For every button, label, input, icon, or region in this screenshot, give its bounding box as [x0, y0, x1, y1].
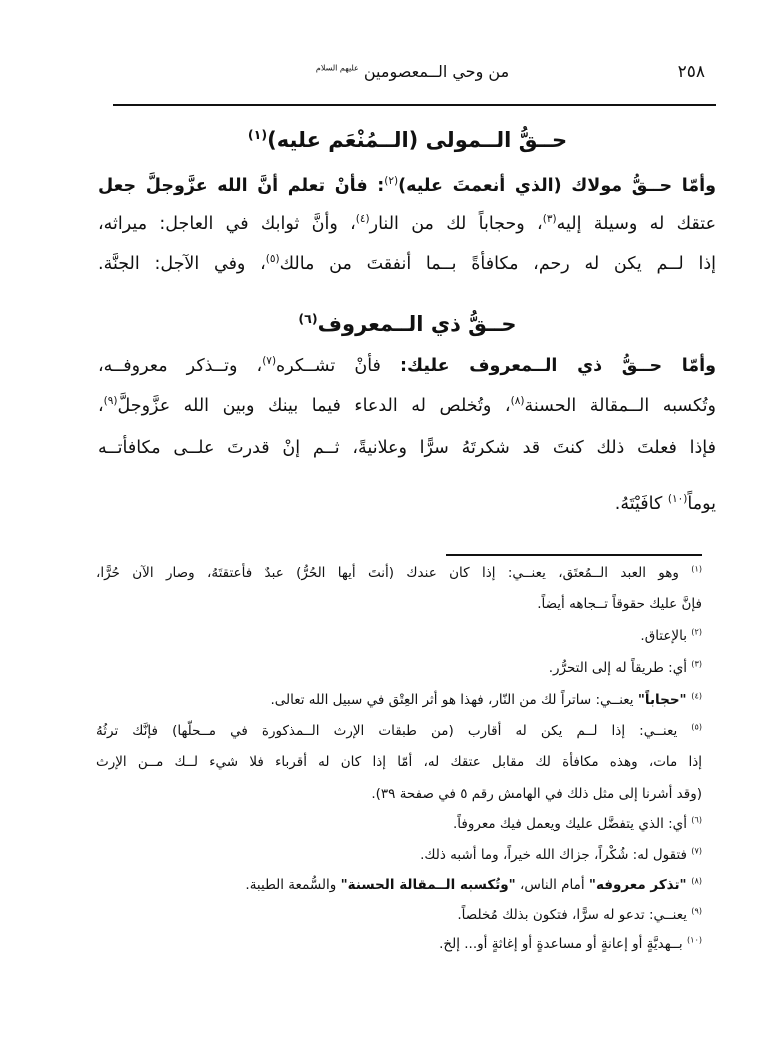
text-segment: فتقول له: شُكْراً، جزاك الله خيراً، وما أشبه ذلك. — [420, 847, 692, 863]
page-number: ٢٥٨ — [677, 62, 705, 82]
note-marker: (٩) — [691, 905, 702, 916]
footnote-line — [96, 847, 702, 863]
footnote-line — [96, 660, 702, 676]
body-line — [98, 176, 716, 196]
bold-text: "وتُكسبه الــمقالة الحسنة" — [340, 877, 516, 893]
bold-text: : فأنْ تعلم أنَّ الله عزَّوجلَّ جعل — [98, 176, 385, 196]
note-marker: (٣) — [542, 213, 557, 226]
text-segment: يوماً — [687, 494, 716, 514]
footnote-line — [96, 877, 702, 893]
heading-text: حــقُّ ذي الــمعروف — [317, 312, 517, 336]
text-segment: فإذا فعلتَ ذلك كنتَ قد شكرتَهُ سرًّا وعلانيةً، ثــم إنْ قدرتَ علــى مكافأتــه — [98, 438, 716, 458]
section-heading — [100, 128, 715, 152]
header-rule — [113, 104, 716, 106]
footnote-line — [96, 628, 702, 644]
text-segment: أي: الذي يتفضَّل عليك ويعمل فيك معروفاً. — [453, 816, 692, 832]
text-segment: ، — [98, 396, 104, 416]
bold-text: "تذكر معروفه" — [588, 877, 692, 893]
text-segment: ، وحجاباً لك من النار — [369, 214, 543, 234]
text-segment: (وقد أشرنا إلى مثل ذلك في الهامش رقم ٥ في صفحة ٣٩). — [371, 786, 702, 802]
note-marker: (٧) — [262, 355, 277, 368]
footnote-line — [96, 596, 702, 612]
text-segment: وهو العبد الــمُعتَق، يعنــي: إذا كان عندك (أنتَ أيها الحُرُّ) عبدٌ فأعتقتَهُ، وصار الآن حُرًّا، — [96, 565, 692, 581]
footnote-line — [96, 786, 702, 802]
footnote-line — [96, 692, 702, 708]
note-marker: (١) — [691, 563, 702, 574]
note-marker: (٢) — [691, 626, 702, 637]
text-segment: يعنــي: ساتراً لك من النّار، فهذا هو أثر العِتْق في سبيل الله تعالى. — [270, 692, 638, 708]
running-header — [110, 60, 715, 90]
running-title-text: من وحي الــمعصومين — [363, 62, 510, 81]
note-marker: (٧) — [691, 845, 702, 856]
footnote-separator — [446, 554, 702, 556]
text-segment: يعنــي: تدعو له سرًّا، فتكون بذلك مُخلصاً. — [457, 907, 692, 923]
text-segment: ، وأنَّ ثوابك في العاجل: ميراثه، — [98, 214, 356, 234]
footnote-line — [96, 723, 702, 739]
footnote-line — [96, 936, 702, 952]
body-line — [98, 438, 716, 458]
section-heading — [100, 312, 715, 336]
footnote-line — [96, 907, 702, 923]
text-segment: أي: طريقاً له إلى التحرُّر. — [548, 660, 692, 676]
note-marker: (٥) — [691, 721, 702, 732]
text-segment: والسُّمعة الطيبة. — [245, 877, 341, 893]
text-segment: ، وتُخلص له الدعاء فيما بينك وبين الله عزَّوجلَّ — [117, 396, 511, 416]
bold-text: وأمّا حــقُّ ذي الــمعروف عليك: — [400, 356, 716, 376]
note-marker: (١) — [247, 127, 268, 142]
bold-text: وأمّا حــقُّ مولاك (الذي أنعمتَ عليه) — [398, 176, 716, 196]
note-marker: (٨) — [510, 395, 525, 408]
note-marker: (٦) — [298, 311, 318, 326]
honorific-symbol: عليهم السلام — [315, 63, 359, 73]
note-marker: (٦) — [691, 814, 702, 825]
footnote-line — [96, 565, 702, 581]
note-marker: (١٠) — [667, 493, 688, 506]
footnote-line — [96, 816, 702, 832]
text-segment: ، وتــذكر معروفــه، — [98, 356, 263, 376]
text-segment: يعنــي: إذا لــم يكن له أقارب (من طبقات الإرث الــمذكورة في مــحلّها) فإنَّك ترثُهُ — [96, 723, 692, 739]
text-segment: ، وفي الآجل: الجنَّة. — [98, 254, 266, 274]
body-line — [98, 396, 716, 416]
note-marker: (٤) — [355, 213, 370, 226]
body-line — [98, 214, 716, 234]
text-segment: بــهديَّةٍ أو إعانةٍ أو مساعدةٍ أو إغاثةٍ أو... إلخ. — [439, 936, 687, 952]
text-segment: بالإعتاق. — [640, 628, 692, 644]
text-segment: إذا لــم يكن له رحم، مكافأةً بــما أنفقتَ من مالك — [279, 254, 716, 274]
text-segment: عتقك له وسيلة إليه — [556, 214, 717, 234]
note-marker: (٩) — [103, 395, 118, 408]
body-line — [98, 254, 716, 274]
text-segment: إذا مات، وهذه مكافأة لك مقابل عتقك له، أمّا إذا كان له أقرباء فلا شيء لــك مــن الإرث — [96, 754, 702, 770]
text-segment: كافَيْتَهُ. — [614, 494, 668, 514]
text-segment: فإنَّ عليك حقوقاً تــجاهه أيضاً. — [537, 596, 702, 612]
running-title — [110, 62, 715, 81]
body-line — [98, 356, 716, 376]
body-line — [98, 494, 716, 514]
note-marker: (٨) — [691, 875, 702, 886]
note-marker: (٤) — [691, 690, 702, 701]
note-marker: (٢) — [384, 175, 399, 188]
bold-text: "حجاباً" — [637, 692, 692, 708]
text-segment: فأنْ تشــكره — [276, 356, 401, 376]
note-marker: (١٠) — [686, 934, 702, 945]
text-segment: وتُكسبه الــمقالة الحسنة — [524, 396, 716, 416]
note-marker: (٥) — [265, 253, 280, 266]
text-segment: أمام الناس، — [515, 877, 589, 893]
footnote-line — [96, 754, 702, 770]
heading-text: حــقُّ الــمولى (الــمُنْعَم عليه) — [267, 128, 568, 152]
note-marker: (٣) — [691, 658, 702, 669]
